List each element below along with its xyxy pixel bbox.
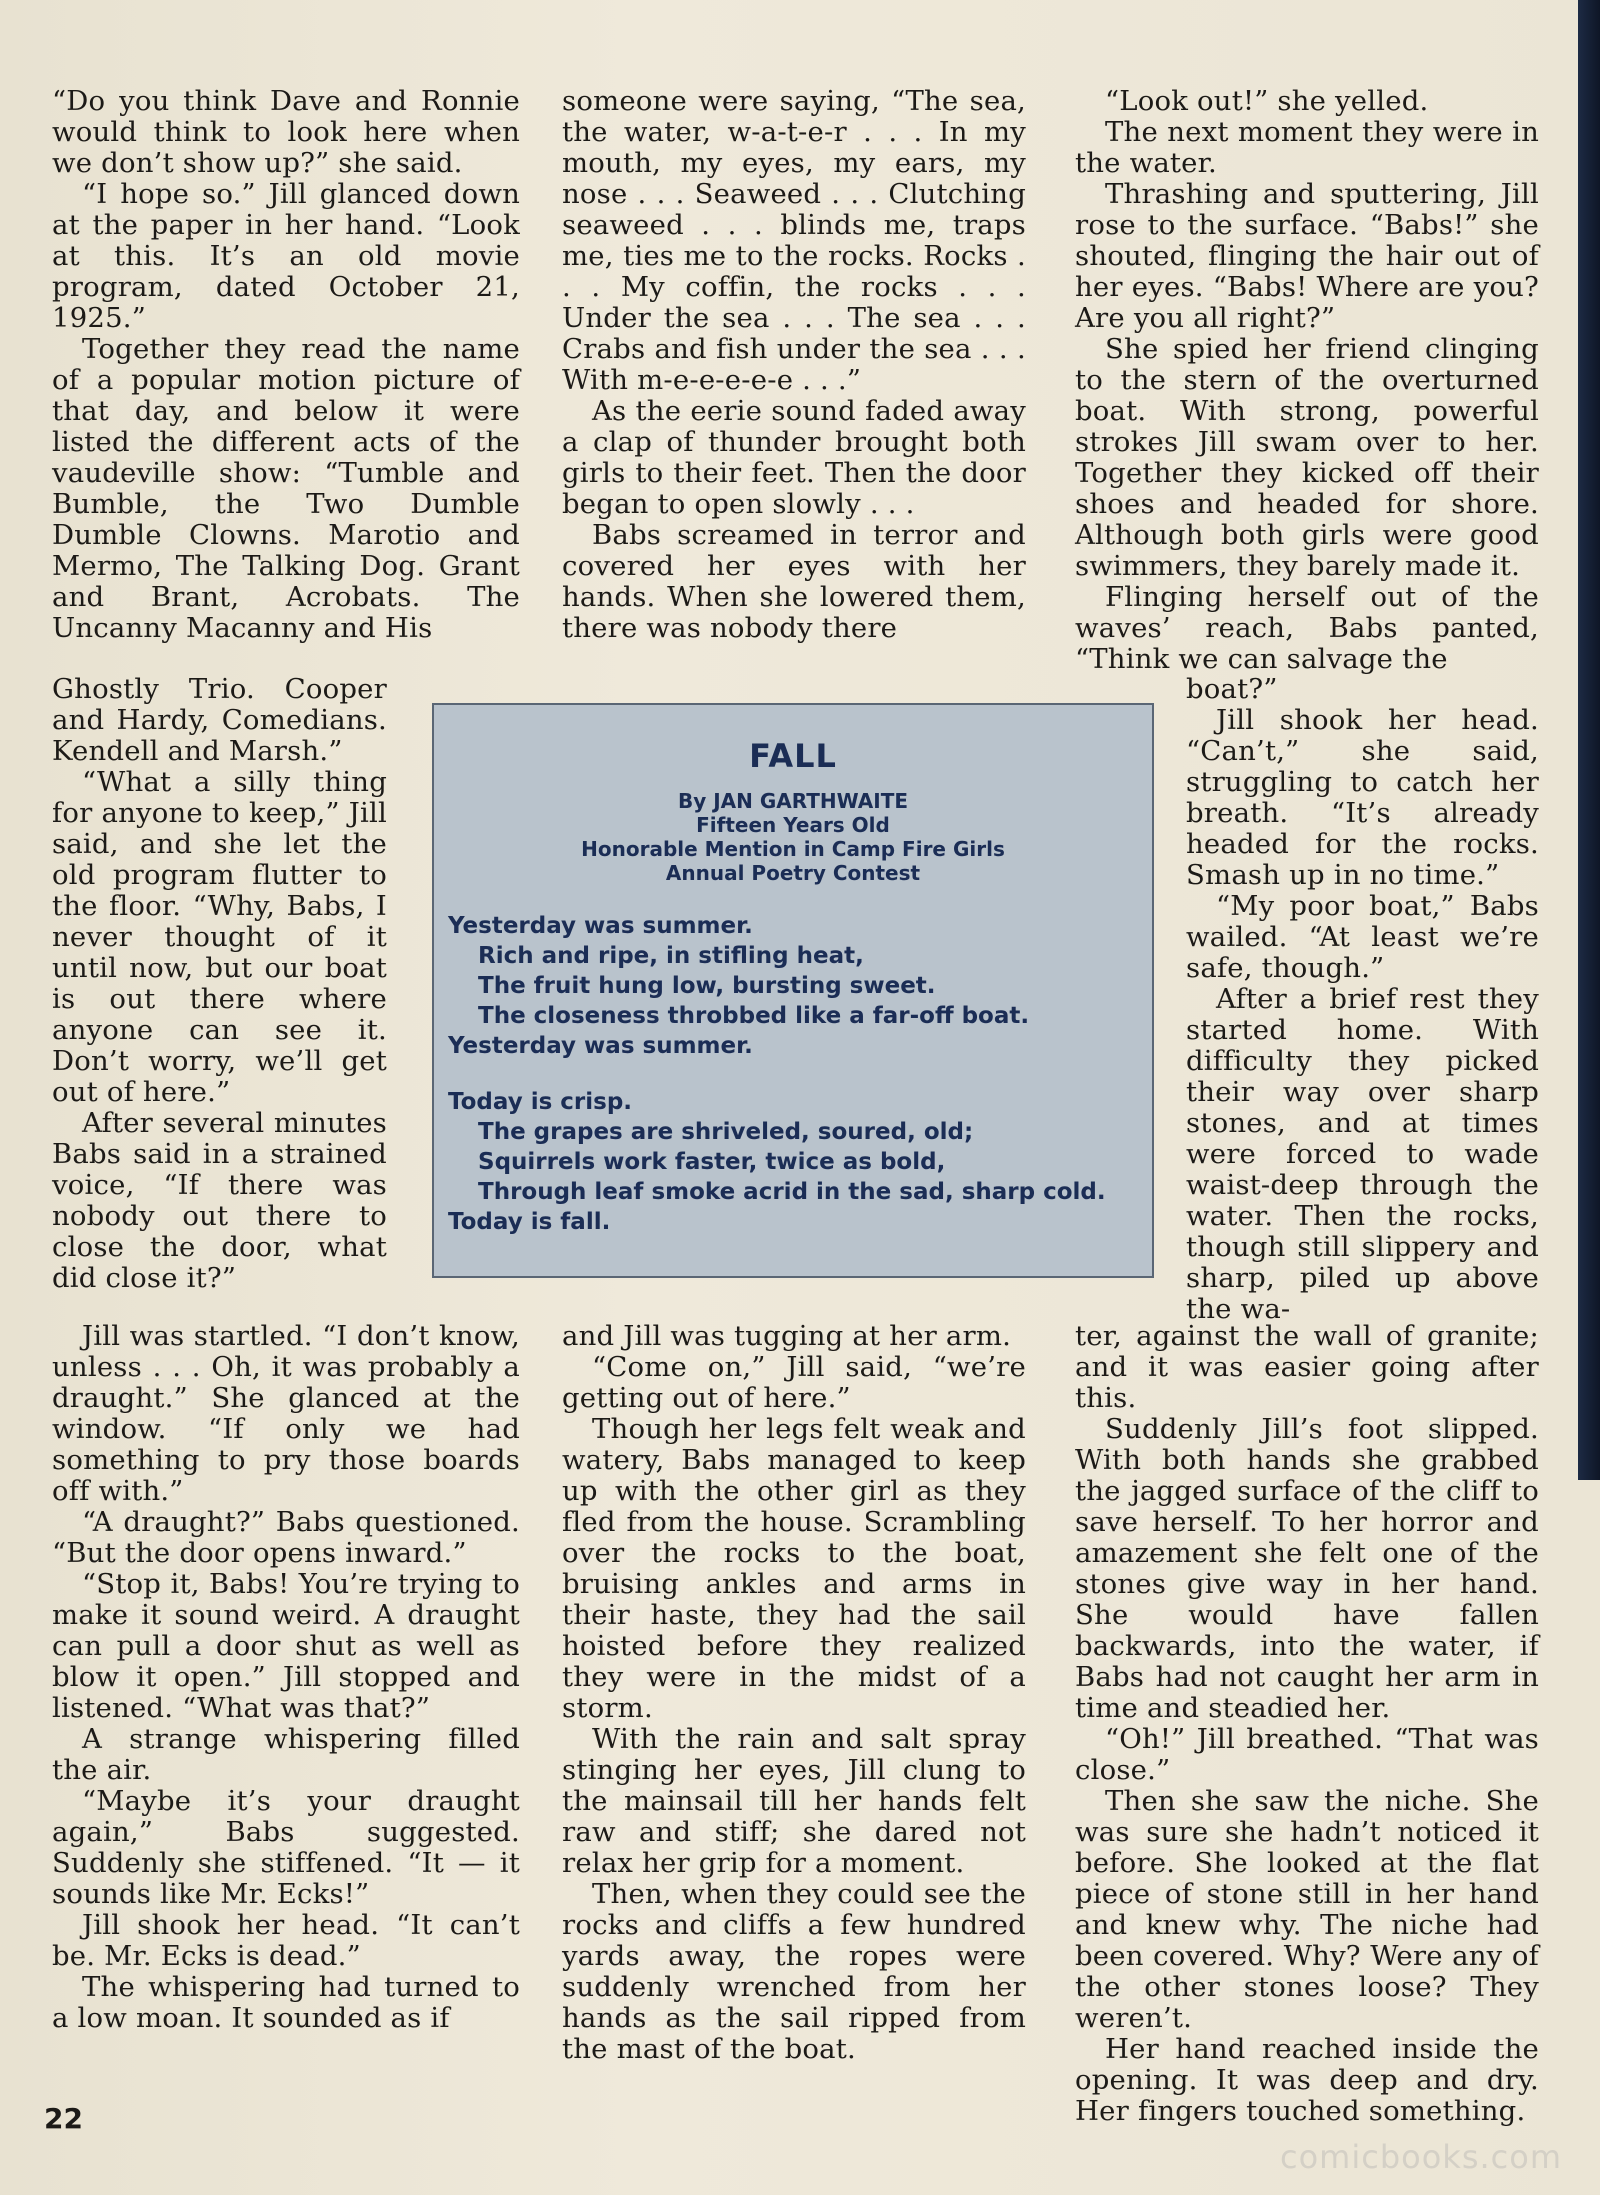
paragraph: boat?”: [1186, 673, 1278, 705]
column-3-top: [1075, 86, 1539, 675]
paragraph: “Maybe it’s your draught again,” Babs suggested. Suddenly she stiffened. “It — it sounds like Mr. Ecks!”: [52, 1785, 520, 1910]
paragraph: She spied her friend clinging to the stern of the overturned boat. With strong, powerful strokes Jill swam over to her. Together they kicked off their shoes and headed for shore. Although both girls were good swimmers, they barely made it.: [1075, 333, 1539, 582]
poem-byline: [434, 789, 1152, 885]
paragraph: ter, against the wall of granite; and it was easier going after this.: [1075, 1320, 1539, 1414]
poem-line: The closeness throbbed like a far-off boat.: [478, 1003, 1030, 1029]
paragraph: “Stop it, Babs! You’re trying to make it sound weird. A draught can pull a door shut as well as blow it open.” Jill stopped and listened. “What was that?”: [52, 1568, 520, 1724]
paragraph: The next moment they were in the water.: [1075, 116, 1539, 179]
poem-line: The fruit hung low, bursting sweet.: [478, 973, 936, 999]
paragraph: The whispering had turned to a low moan. It sounded as if: [52, 1971, 520, 2034]
paragraph: Ghostly Trio. Cooper and Hardy, Comedians. Kendell and Marsh.”: [52, 673, 387, 767]
paragraph: “Oh!” Jill breathed. “That was close.”: [1075, 1723, 1539, 1786]
paragraph: “I hope so.” Jill glanced down at the paper in her hand. “Look at this. It’s an old movie program, dated October 21, 1925.”: [52, 178, 520, 334]
poem-author-age: Fifteen Years Old: [696, 813, 890, 837]
poem-box: [432, 703, 1154, 1278]
column-1-top: [52, 86, 520, 644]
poem-line: Today is crisp.: [448, 1089, 633, 1115]
column-3-bottom: [1075, 1321, 1539, 2127]
paragraph: Jill was startled. “I don’t know, unless . . . Oh, it was probably a draught.” She glanced at the window. “If only we had something to pry those boards off with.”: [52, 1320, 520, 1507]
column-3-wrap: [1186, 674, 1539, 1325]
paragraph: After several minutes Babs said in a strained voice, “If there was nobody out there to close the door, what did close it?”: [52, 1107, 387, 1294]
poem-author: By JAN GARTHWAITE: [677, 789, 909, 813]
paragraph: “Come on,” Jill said, “we’re getting out of here.”: [562, 1351, 1026, 1414]
paragraph: “Look out!” she yelled.: [1105, 85, 1429, 117]
paragraph: Jill shook her head. “Can’t,” she said, struggling to catch her breath. “It’s already headed for the rocks. Smash up in no time.”: [1186, 704, 1539, 891]
paragraph: Together they read the name of a popular motion picture of that day, and below it were listed the different acts of the vaudeville show: “Tumble and Bumble, the Two Dumble Dumble Clowns. Marotio and Mermo, The Talking Dog. Grant and Brant, Acrobats. The Uncanny Macanny and His: [52, 333, 520, 644]
paragraph: Thrashing and sputtering, Jill rose to the surface. “Babs!” she shouted, flinging the hair out of her eyes. “Babs! Where are you? Are you all right?”: [1075, 178, 1539, 334]
paragraph: Her hand reached inside the opening. It was deep and dry. Her fingers touched something.: [1075, 2033, 1539, 2127]
paragraph: With the rain and salt spray stinging her eyes, Jill clung to the mainsail till her hands felt raw and stiff; she dared not relax her grip for a moment.: [562, 1723, 1026, 1879]
poem-line: Today is fall.: [448, 1209, 611, 1235]
paragraph: Then, when they could see the rocks and cliffs a few hundred yards away, the ropes were suddenly wrenched from her hands as the sail ripped from the mast of the boat.: [562, 1878, 1026, 2065]
column-2-bottom: [562, 1321, 1026, 2065]
page-number: 22: [44, 2102, 83, 2135]
poem-title: FALL: [749, 737, 837, 775]
poem-line: Through leaf smoke acrid in the sad, sharp cold.: [478, 1179, 1106, 1205]
paragraph: “What a silly thing for anyone to keep,” Jill said, and she let the old program flutter to the floor. “Why, Babs, I never thought of it until now, but our boat is out there where anyone can see it. Don’t worry, we’ll get out of here.”: [52, 766, 387, 1108]
poem-line: Squirrels work faster, twice as bold,: [478, 1149, 946, 1175]
poem-line: Yesterday was summer.: [448, 913, 753, 939]
paragraph: “Do you think Dave and Ronnie would think to look here when we don’t show up?” she said.: [52, 85, 520, 179]
paragraph: A strange whispering filled the air.: [52, 1723, 520, 1786]
column-1-wrap: [52, 674, 387, 1294]
poem-contest: Annual Poetry Contest: [665, 861, 921, 885]
poem-line: The grapes are shriveled, soured, old;: [478, 1119, 974, 1145]
column-2-top: [562, 86, 1026, 644]
paragraph: Jill shook her head. “It can’t be. Mr. Ecks is dead.”: [52, 1909, 520, 1972]
paragraph: As the eerie sound faded away a clap of thunder brought both girls to their feet. Then the door began to open slowly . . .: [562, 395, 1026, 520]
watermark: comicbooks.com: [1280, 2138, 1563, 2176]
paragraph: “My poor boat,” Babs wailed. “At least we’re safe, though.”: [1186, 890, 1539, 984]
poem-line: Yesterday was summer.: [448, 1033, 753, 1059]
page-edge: [1578, 0, 1600, 1480]
paragraph: Then she saw the niche. She was sure she hadn’t noticed it before. She looked at the flat piece of stone still in her hand and knew why. The niche had been covered. Why? Were any of the other stones loose? They weren’t.: [1075, 1785, 1539, 2034]
column-1-bottom: [52, 1321, 520, 2034]
poem-award: Honorable Mention in Camp Fire Girls: [581, 837, 1005, 861]
paragraph: Though her legs felt weak and watery, Babs managed to keep up with the other girl as they fled from the house. Scrambling over the rocks to the boat, bruising ankles and arms in their haste, they had the sail hoisted before they realized they were in the midst of a storm.: [562, 1413, 1026, 1724]
paragraph: Babs screamed in terror and covered her eyes with her hands. When she lowered them, there was nobody there: [562, 519, 1026, 644]
poem-stanza-2: [434, 1087, 1152, 1237]
paragraph: someone were saying, “The sea, the water, w-a-t-e-r . . . In my mouth, my eyes, my ears, my nose . . . Seaweed . . . Clutching seaweed . . . blinds me, traps me, ties me to the rocks. Rocks . . . My coffin, the rocks . . . Under the sea . . . The sea . . . Crabs and fish under the sea . . . With m-e-e-e-e-e . . .”: [562, 85, 1026, 396]
paragraph: After a brief rest they started home. With difficulty they picked their way over sharp stones, and at times were forced to wade waist-deep through the water. Then the rocks, though still slippery and sharp, piled up above the wa-: [1186, 983, 1539, 1325]
paragraph: Suddenly Jill’s foot slipped. With both hands she grabbed the jagged surface of the cliff to save herself. To her horror and amazement she felt one of the stones give way in her hand. She would have fallen backwards, into the water, if Babs had not caught her arm in time and steadied her.: [1075, 1413, 1539, 1724]
paragraph: “A draught?” Babs questioned. “But the door opens inward.”: [52, 1506, 520, 1569]
poem-line: Rich and ripe, in stifling heat,: [478, 943, 864, 969]
paragraph: and Jill was tugging at her arm.: [562, 1320, 1012, 1352]
paragraph: Flinging herself out of the waves’ reach, Babs panted, “Think we can salvage the: [1075, 581, 1539, 675]
poem-stanza-1: [434, 911, 1152, 1061]
